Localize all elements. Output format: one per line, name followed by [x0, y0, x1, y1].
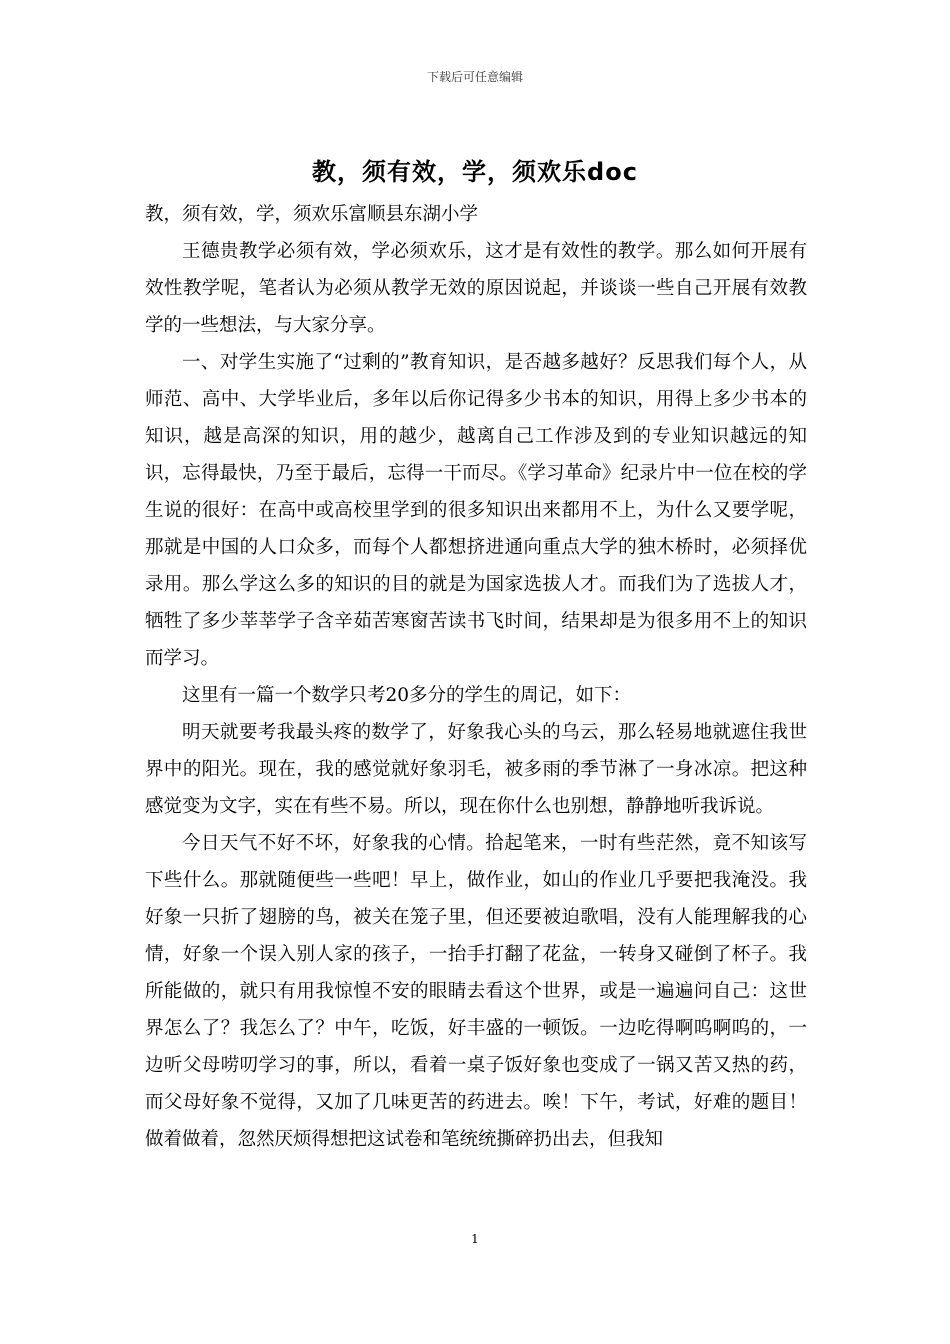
page-number: 1 [471, 1232, 479, 1246]
paragraph: 明天就要考我最头疼的数学了，好象我心头的乌云，那么轻易地就遮住我世界中的阳光。现在，我的感觉就好象羽毛，被多雨的季节淋了一身冰凉。把这种感觉变为文字，实在有些不易。所以，现在你什么也别想，静静地听我诉说。 [145, 722, 807, 817]
paragraph: 这里有一篇一个数学只考20多分的学生的周记，如下： [182, 685, 632, 706]
subtitle-line: 教，须有效，学，须欢乐富顺县东湖小学 [145, 204, 479, 225]
paragraph: 王德贵教学必须有效，学必须欢乐，这才是有效性的教学。那么如何开展有效性教学呢，笔者认为必须从教学无效的原因说起，并谈谈一些自己开展有效教学的一些想法，与大家分享。 [145, 241, 807, 336]
document-title: 教，须有效，学，须欢乐doc [312, 158, 638, 186]
document-body [145, 196, 807, 1158]
paragraph: 今日天气不好不坏，好象我的心情。拾起笔来，一时有些茫然，竟不知该写下些什么。那就随便些一些吧！早上，做作业，如山的作业几乎要把我淹没。我好象一只折了翅膀的鸟，被关在笼子里，但还要被迫歌唱，没有人能理解我的心情，好象一个误入别人家的孩子，一抬手打翻了花盆，一转身又碰倒了杯子。我所能做的，就只有用我惊惶不安的眼睛去看这个世界，或是一遍遍问自己：这世界怎么了？我怎么了？中午，吃饭，好丰盛的一顿饭。一边吃得啊呜啊呜的，一边听父母唠叨学习的事，所以，看着一桌子饭好象也变成了一锅又苦又热的药，而父母好象不觉得，又加了几味更苦的药进去。唉！下午，考试，好难的题目！做着做着，忽然厌烦得想把这试卷和笔统统撕碎扔出去，但我知 [145, 833, 807, 1150]
header-note: 下载后可任意编辑 [426, 70, 523, 84]
paragraph: 一、对学生实施了“过剩的”教育知识，是否越多越好？反思我们每个人，从师范、高中、大学毕业后，多年以后你记得多少书本的知识，用得上多少书本的知识，越是高深的知识，用的越少，越离自己工作涉及到的专业知识越远的知识，忘得最快，乃至于最后，忘得一干而尽。《学习革命》纪录片中一位在校的学生说的很好：在高中或高校里学到的很多知识出来都用不上，为什么又要学呢，那就是中国的人口众多，而每个人都想挤进通向重点大学的独木桥时，必须择优录用。那么学这么多的知识的目的就是为国家选拔人才。而我们为了选拔人才，牺牲了多少莘莘学子含辛茹苦寒窗苦读书飞时间，结果却是为很多用不上的知识而学习。 [145, 352, 807, 669]
